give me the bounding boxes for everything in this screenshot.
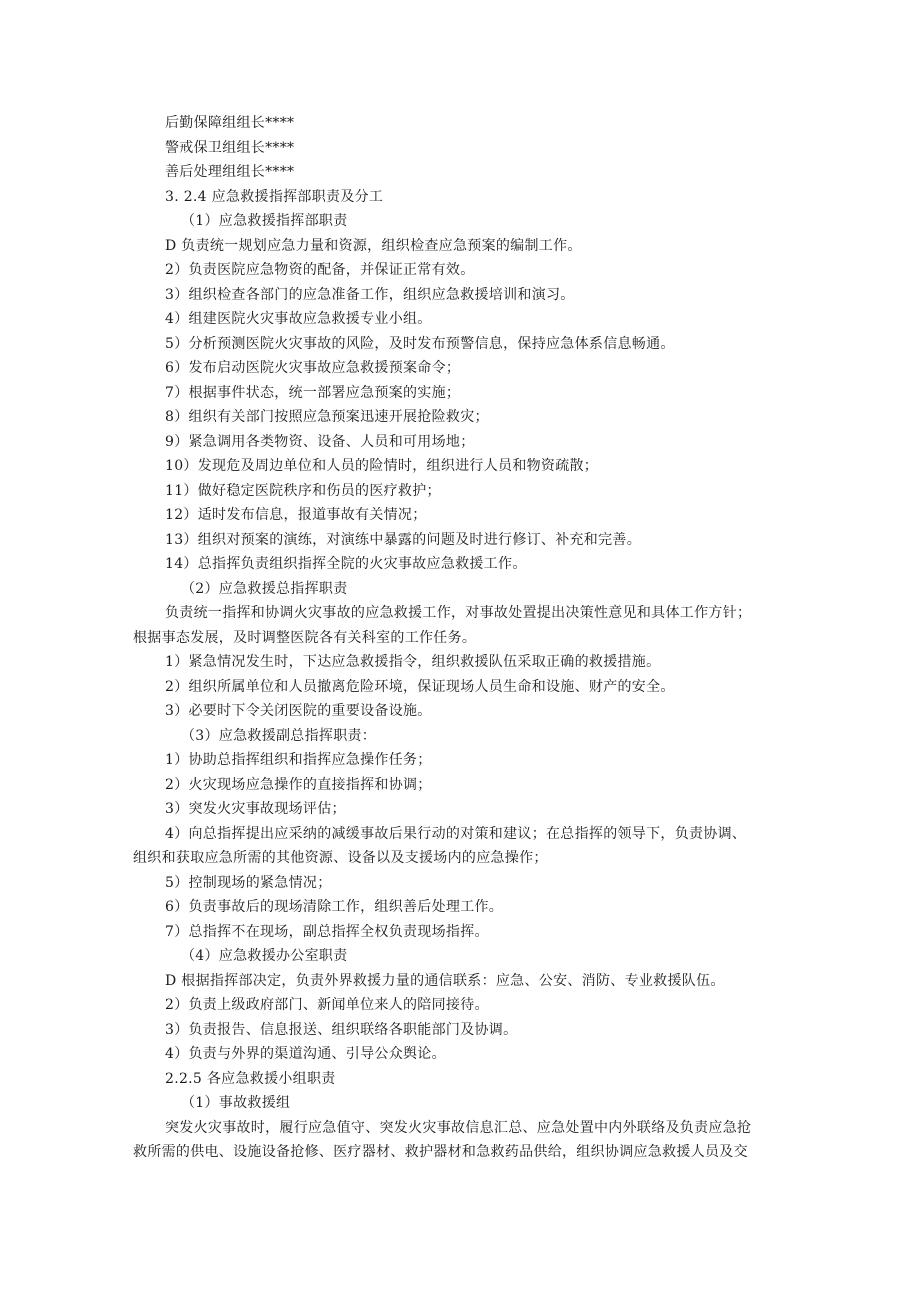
text-line: 1）协助总指挥组织和指挥应急操作任务； bbox=[165, 752, 432, 768]
text-line: D 负责统一规划应急力量和资源，组织检查应急预案的编制工作。 bbox=[165, 237, 582, 254]
text-line: （4）应急救援办公室职责 bbox=[181, 948, 348, 964]
text-line: 11）做好稳定医院秩序和伤员的医疗救护； bbox=[165, 482, 441, 499]
text-line: 2）负责上级政府部门、新闻单位来人的陪同接待。 bbox=[165, 997, 489, 1013]
text-line: 2）组织所属单位和人员撤离危险环境，保证现场人员生命和设施、财产的安全。 bbox=[165, 678, 675, 695]
text-line: 8）组织有关部门按照应急预案迅速开展抢险救灾； bbox=[165, 409, 489, 425]
text-line: 6）发布启动医院火灾事故应急救援预案命令； bbox=[165, 360, 461, 376]
text-line: （2）应急救援总指挥职责 bbox=[181, 580, 348, 597]
text-line: 根据事态发展，及时调整医院各有关科室的工作任务。 bbox=[133, 629, 477, 646]
text-line: 3. 2.4 应急救援指挥部职责及分工 bbox=[165, 188, 384, 205]
text-line: 1）紧急情况发生时，下达应急救援指令，组织救援队伍采取正确的救援措施。 bbox=[165, 654, 661, 670]
text-line: 7）总指挥不在现场，副总指挥全权负责现场指挥。 bbox=[165, 923, 489, 940]
text-line: 2）负责医院应急物资的配备，并保证正常有效。 bbox=[165, 262, 475, 278]
text-line: 6）负责事故后的现场清除工作，组织善后处理工作。 bbox=[165, 899, 504, 915]
text-line: 5）分析预测医院火灾事故的风险，及时发布预警信息，保持应急体系信息畅通。 bbox=[165, 335, 675, 352]
text-line: 警戒保卫组组长**** bbox=[165, 139, 295, 156]
text-line: 善后处理组组长**** bbox=[165, 164, 295, 180]
text-line: 4）向总指挥提出应采纳的减缓事故后果行动的对策和建议；在总指挥的领导下，负责协调、 bbox=[165, 825, 747, 842]
text-line: 后勤保障组组长**** bbox=[165, 115, 295, 131]
text-line: 4）组建医院火灾事故应急救援专业小组。 bbox=[165, 311, 432, 327]
text-line: 9）紧急调用各类物资、设备、人员和可用场地； bbox=[165, 433, 475, 450]
text-line: 13）组织对预案的演练，对演练中暴露的问题及时进行修订、补充和完善。 bbox=[165, 531, 642, 548]
text-line: 2）火灾现场应急操作的直接指挥和协调； bbox=[165, 776, 432, 793]
document-body bbox=[133, 111, 803, 1165]
text-line: 3）必要时下令关闭医院的重要设备设施。 bbox=[165, 703, 432, 719]
text-line: （3）应急救援副总指挥职责： bbox=[181, 727, 377, 744]
text-line: 5）控制现场的紧急情况； bbox=[165, 874, 332, 891]
text-line: D 根据指挥部决定，负责外界救援力量的通信联系：应急、公安、消防、专业救援队伍。 bbox=[165, 972, 725, 989]
text-line: 突发火灾事故时，履行应急值守、突发火灾事故信息汇总、应急处置中内外联络及负责应急抢 bbox=[165, 1119, 752, 1136]
text-line: 3）组织检查各部门的应急准备工作，组织应急救援培训和演习。 bbox=[165, 286, 575, 303]
text-line: 负责统一指挥和协调火灾事故的应急救援工作，对事故处置提出决策性意见和具体工作方针； bbox=[165, 605, 752, 621]
text-line: 救所需的供电、设施设备抢修、医疗器材、救护器材和急救药品供给，组织协调应急救援人员及交 bbox=[133, 1144, 748, 1160]
text-line: （1）事故救援组 bbox=[181, 1095, 291, 1111]
text-line: （1）应急救援指挥部职责 bbox=[181, 213, 348, 229]
text-line: 4）负责与外界的渠道沟通、引导公众舆论。 bbox=[165, 1046, 446, 1062]
text-line: 7）根据事件状态，统一部署应急预案的实施； bbox=[165, 384, 461, 401]
text-line: 3）负责报告、信息报送、组织联络各职能部门及协调。 bbox=[165, 1021, 518, 1038]
text-line: 10）发现危及周边单位和人员的险情时，组织进行人员和物资疏散； bbox=[165, 458, 599, 474]
text-line: 2.2.5 各应急救援小组职责 bbox=[165, 1070, 336, 1087]
text-line: 组织和获取应急所需的其他资源、设备以及支援场内的应急操作； bbox=[133, 850, 548, 866]
text-line: 3）突发火灾事故现场评估； bbox=[165, 801, 346, 817]
text-line: 12）适时发布信息，报道事故有关情况； bbox=[165, 507, 427, 523]
text-line: 14）总指挥负责组织指挥全院的火灾事故应急救援工作。 bbox=[165, 556, 527, 572]
